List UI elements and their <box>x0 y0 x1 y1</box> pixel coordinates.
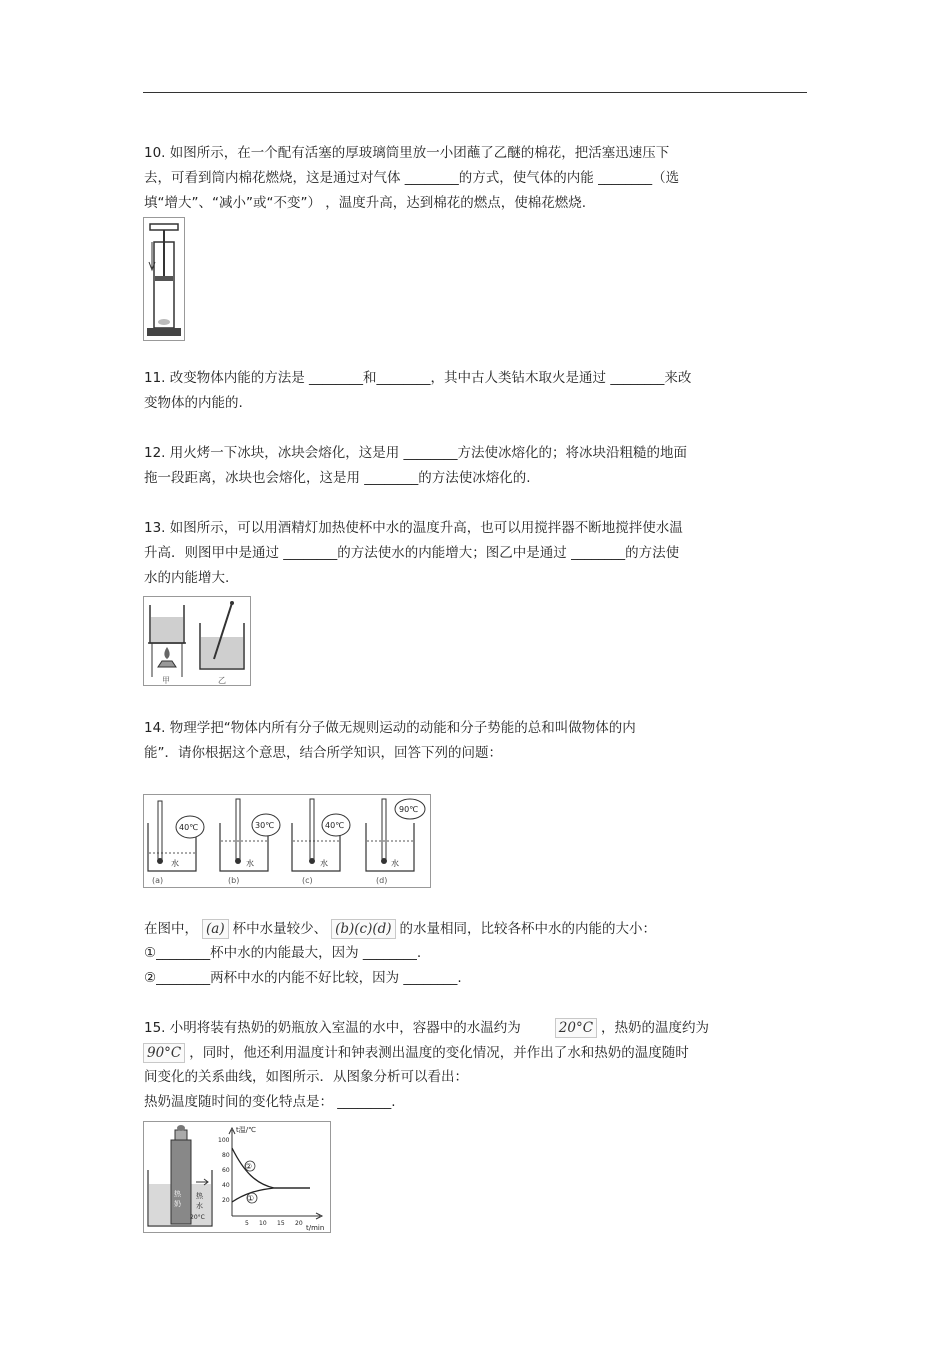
q13-line-3: 水的内能增大. <box>144 570 230 586</box>
y-tick-40: 40 <box>222 1182 230 1189</box>
water-label-c: 水 <box>320 859 328 868</box>
q10-line-2: 去，可看到筒内棉花燃烧，这是通过对气体 ________的方式，使气体的内能 ________（选 <box>144 170 680 186</box>
water-label-d: 水 <box>391 859 399 868</box>
q14-line-5: ②________两杯中水的内能不好比较，因为 ________. <box>144 970 462 986</box>
q15-line-2 <box>143 1043 689 1063</box>
container-label-4: 水 <box>196 1202 203 1210</box>
q14-line-1: 14. 物理学把“物体内所有分子做无规则运动的动能和分子势能的总和叫做物体的内 <box>144 720 636 736</box>
q13-line-1: 13. 如图所示，可以用酒精灯加热使杯中水的温度升高，也可以用搅拌器不断地搅拌使水温 <box>144 520 683 536</box>
figure-label-jia: 甲 <box>162 676 170 685</box>
beaker-label-d: (d) <box>376 876 388 885</box>
q14-line-3-part-c: 的水量相同，比较各杯中水的内能的大小： <box>399 921 657 937</box>
x-tick-10: 10 <box>259 1220 267 1227</box>
q11-line-1: 11. 改变物体内能的方法是 ________和________，其中古人类钻木取火是通过 ________来改 <box>144 370 692 386</box>
header-rule <box>143 92 807 93</box>
q15-line-1-part-a: 15. 小明将装有热奶的奶瓶放入室温的水中，容器中的水温约为 <box>144 1020 521 1036</box>
q15-line-1 <box>144 1018 709 1038</box>
q10-line-1: 10. 如图所示，在一个配有活塞的厚玻璃筒里放一小团蘸了乙醚的棉花，把活塞迅速压下 <box>144 145 670 161</box>
temp-label-d: 90℃ <box>399 805 419 814</box>
water-curve <box>232 1188 310 1202</box>
q12-line-2: 拖一段距离，冰块也会熔化，这是用 ________的方法使冰熔化的. <box>144 470 531 486</box>
q14-line-2: 能”．请你根据这个意思，结合所学知识，回答下列的问题： <box>144 745 502 761</box>
temp-label-a: 40℃ <box>179 823 199 832</box>
math-bcd: (b)(c)(d) <box>331 919 395 939</box>
beaker-label-a: (a) <box>152 876 164 885</box>
q12-line-1: 12. 用火烤一下冰块，冰块会熔化，这是用 ________方法使冰熔化的；将冰块沿粗糙的地面 <box>144 445 688 461</box>
beaker-label-c: (c) <box>302 876 313 885</box>
q14-line-4: ①________杯中水的内能最大，因为 ________. <box>144 945 422 961</box>
fire-piston-figure <box>143 217 185 341</box>
y-tick-20: 20 <box>222 1197 230 1204</box>
container-label-2: 奶 <box>174 1200 181 1208</box>
water-label-a: 水 <box>171 859 179 868</box>
milk-cooling-figure <box>143 1121 331 1233</box>
beaker-label-b: (b) <box>228 876 240 885</box>
y-tick-60: 60 <box>222 1167 230 1174</box>
q10-line-3: 填“增大”、“减小”或“不变”） ，温度升高，达到棉花的燃点，使棉花燃烧. <box>144 195 587 211</box>
thermometer-beakers-figure <box>143 794 431 888</box>
curve-label-1: ① <box>247 1194 255 1203</box>
q14-line-3-part-b: 杯中水量较少、 <box>232 921 328 937</box>
q13-line-2: 升高．则图甲中是通过 ________的方法使水的内能增大；图乙中是通过 ________的方法使 <box>144 545 680 561</box>
q14-line-3 <box>144 919 656 939</box>
math-a: (a) <box>202 919 229 939</box>
y-tick-80: 80 <box>222 1152 230 1159</box>
x-axis-label: t/min <box>306 1224 325 1232</box>
q15-line-1-part-b: ，热奶的温度约为 <box>601 1020 710 1036</box>
math-20c: 20°C <box>555 1018 597 1038</box>
q14-line-3-part-a: 在图中， <box>144 921 198 937</box>
x-tick-20: 20 <box>295 1220 303 1227</box>
y-tick-100: 100 <box>218 1137 230 1144</box>
container-label-3: 热 <box>196 1192 203 1200</box>
heating-stirring-figure <box>143 596 251 686</box>
y-axis-label: t温/℃ <box>236 1126 256 1134</box>
container-label-1: 热 <box>174 1190 181 1198</box>
x-tick-15: 15 <box>277 1220 285 1227</box>
temp-label-b: 30℃ <box>255 821 275 830</box>
figure-label-yi: 乙 <box>218 676 226 685</box>
curve-label-2: ② <box>245 1162 253 1171</box>
math-90c: 90°C <box>143 1043 185 1063</box>
q15-line-2-part-b: ，同时，他还利用温度计和钟表测出温度的变化情况，并作出了水和热奶的温度随时 <box>189 1045 689 1061</box>
milk-curve <box>232 1148 310 1188</box>
q15-line-4: 热奶温度随时间的变化特点是： ________. <box>144 1094 396 1110</box>
x-tick-5: 5 <box>245 1220 249 1227</box>
q11-line-2: 变物体的内能的. <box>144 395 243 411</box>
container-label-5: 20°C <box>190 1214 205 1221</box>
q15-line-3: 间变化的关系曲线，如图所示．从图象分析可以看出： <box>144 1069 468 1085</box>
water-label-b: 水 <box>246 859 254 868</box>
temp-label-c: 40℃ <box>325 821 345 830</box>
